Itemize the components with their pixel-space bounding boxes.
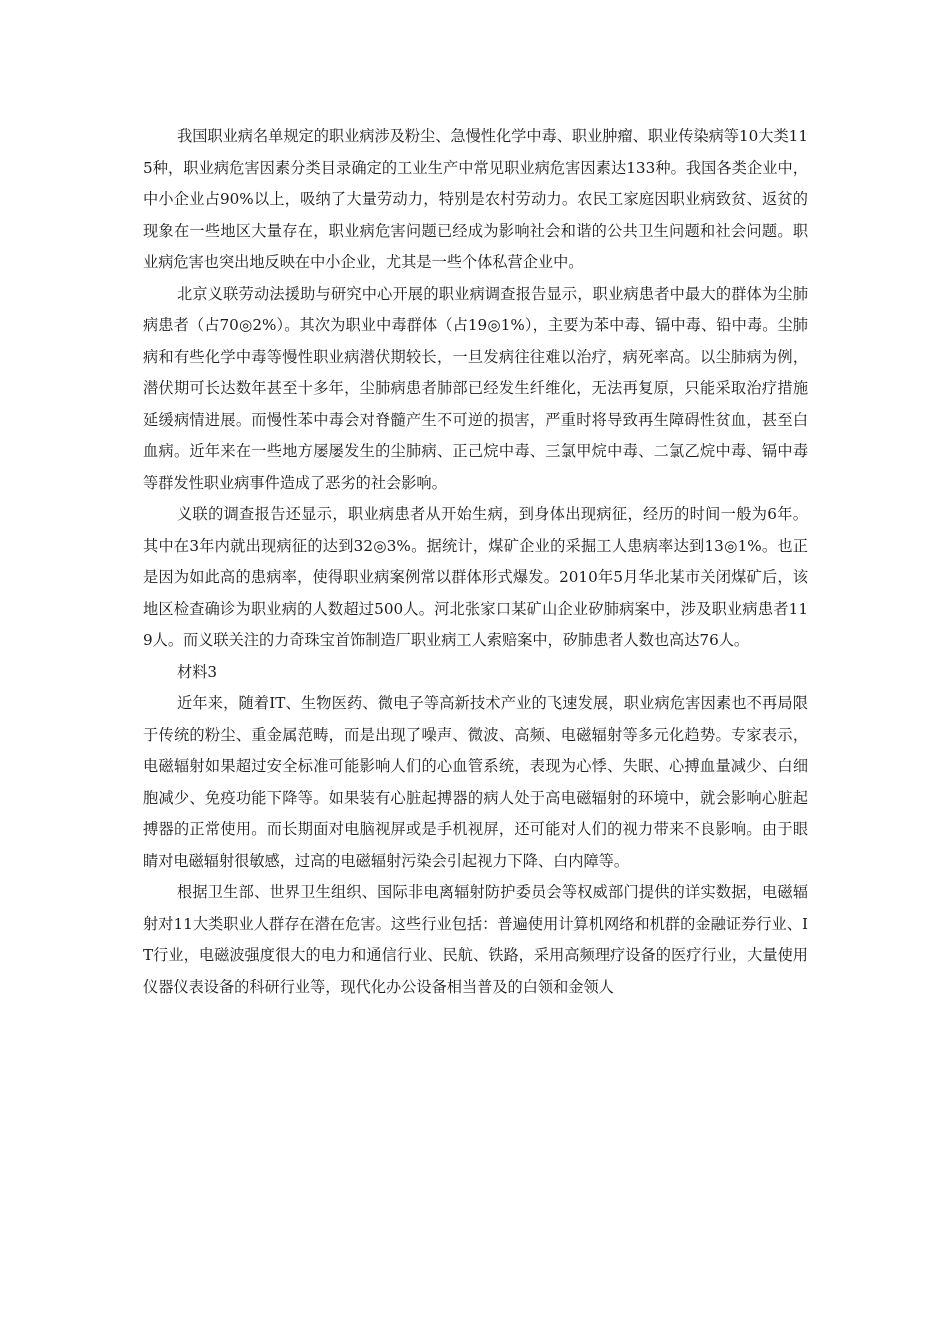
paragraph-yilian-survey-findings: 北京义联劳动法援助与研究中心开展的职业病调查报告显示，职业病患者中最大的群体为尘肺病患者（占70◎2%）。其次为职业中毒群体（占19◎1%），主要为苯中毒、镉中毒、铅中毒。尘肺病和有些化学中毒等慢性职业病潜伏期较长，一旦发病往往难以治疗，病死率高。以尘肺病为例，潜伏期可长达数年甚至十多年，尘肺病患者肺部已经发生纤维化，无法再复原，只能采取治疗措施延缓病情进展。而慢性苯中毒会对脊髓产生不可逆的损害，严重时将导致再生障碍性贫血，甚至白血病。近年来在一些地方屡屡发生的尘肺病、正己烷中毒、三氯甲烷中毒、二氯乙烷中毒、镉中毒等群发性职业病事件造成了恶劣的社会影响。 [143, 284, 808, 492]
paragraph-onset-and-outbreak-cases: 义联的调查报告还显示，职业病患者从开始生病，到身体出现病征，经历的时间一般为6年。其中在3年内就出现病征的达到32◎3%。据统计，煤矿企业的采掘工人患病率达到13◎1%。也正是因为如此高的患病率，使得职业病案例常以群体形式爆发。2010年5月华北某市关闭煤矿后，该地区检查确诊为职业病的人数超过500人。河北张家口某矿山企业矽肺病案中，涉及职业病患者119人。而义联关注的力奇珠宝首饰制造厂职业病工人索赔案中，矽肺患者人数也高达76人。 [143, 505, 808, 649]
paragraph-occupational-disease-overview: 我国职业病名单规定的职业病涉及粉尘、急慢性化学中毒、职业肿瘤、职业传染病等10大类115种，职业病危害因素分类目录确定的工业生产中常见职业病危害因素达133种。我国各类企业中，中小企业占90%以上，吸纳了大量劳动力，特别是农村劳动力。农民工家庭因职业病致贫、返贫的现象在一些地区大量存在，职业病危害问题已经成为影响社会和谐的公共卫生问题和社会问题。职业病危害也突出地反映在中小企业，尤其是一些个体私营企业中。 [143, 127, 808, 271]
document-page [143, 121, 808, 1003]
paragraph-affected-industries: 根据卫生部、世界卫生组织、国际非电离辐射防护委员会等权威部门提供的详实数据，电磁辐射对11大类职业人群存在潜在危害。这些行业包括：普遍使用计算机网络和机群的金融证券行业、IT行业，电磁波强度很大的电力和通信行业、民航、铁路，采用高频理疗设备的医疗行业，大量使用仪器仪表设备的科研行业等，现代化办公设备相当普及的白领和金领人 [143, 883, 808, 996]
paragraph-electromagnetic-radiation-risks: 近年来，随着IT、生物医药、微电子等高新技术产业的飞速发展，职业病危害因素也不再局限于传统的粉尘、重金属范畴，而是出现了噪声、微波、高频、电磁辐射等多元化趋势。专家表示，电磁辐射如果超过安全标准可能影响人们的心血管系统，表现为心悸、失眠、心搏血量减少、白细胞减少、免疫功能下降等。如果装有心脏起搏器的病人处于高电磁辐射的环境中，就会影响心脏起搏器的正常使用。而长期面对电脑视屏或是手机视屏，还可能对人们的视力带来不良影响。由于眼睛对电磁辐射很敏感，过高的电磁辐射污染会引起视力下降、白内障等。 [143, 694, 808, 870]
section-label-material-3: 材料3 [177, 662, 218, 681]
